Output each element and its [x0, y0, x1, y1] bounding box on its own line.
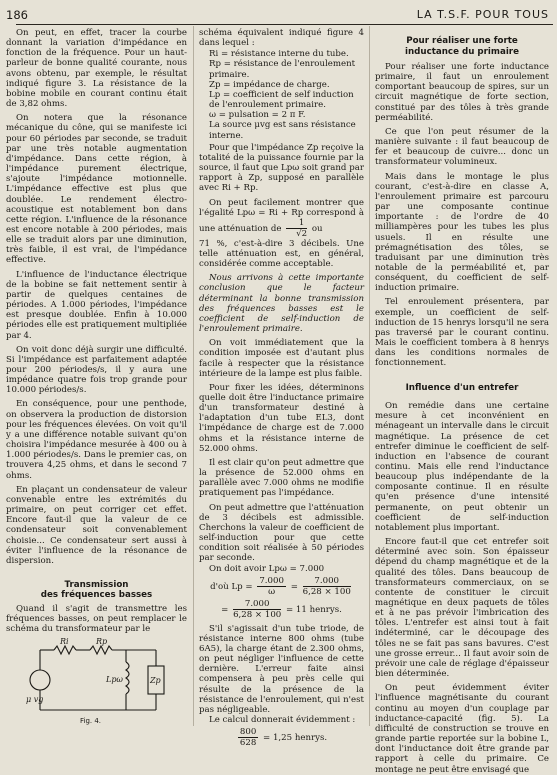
column-divider [369, 26, 370, 726]
formula [199, 727, 364, 748]
paragraph: 71 %, c'est-à-dire 3 décibels. Une telle atténuation est, en général, considérée comme acceptable. [199, 238, 364, 270]
paragraph-text: On peut facilement montrer que l'égalité Lpω = Ri + Rp correspond à une atténuation de [199, 197, 364, 234]
paragraph: Pour fixer les idées, déterminons quelle doit être l'inductance primaire d'un transformateur destiné à l'adaptation d'un tube EL3, dont l'impédance de charge est de 7.000 ohms et la résistance interne de 52.000 ohms. [199, 382, 364, 454]
paragraph: On voit immédiatement que la condition imposée est d'autant plus facile à respecter que la résistance intérieure de la lampe est plus faible. [199, 338, 364, 379]
fraction [257, 576, 286, 597]
voltage-source-symbol [30, 670, 50, 690]
resistor-ri-symbol [54, 646, 76, 654]
page-number: 186 [6, 8, 28, 22]
label-source: μ vg [26, 695, 44, 705]
paragraph: Pour que l'impédance Zp reçoive la totalité de la puissance fournie par la source, il faut que Lpω soit grand par rapport à Zp, supposé en parallèle avec Ri + Rp. [199, 142, 364, 194]
definition-item: La source μvg est sans résistance interne. [209, 120, 356, 141]
fraction-denominator: 6,28 × 100 [233, 609, 282, 620]
fraction-denominator: 6,28 × 100 [302, 586, 351, 597]
paragraph: On peut admettre que l'atténuation de 3 décibels est admissible. Cherchons la valeur de coefficient de self-induction pour que cette condition soit réalisée à 50 périodes par seconde. [199, 502, 364, 564]
column-3 [375, 28, 549, 775]
heading-line: Pour réaliser une forte [406, 36, 518, 46]
paragraph: Encore faut-il que cet entrefer soit déterminé avec soin. Son épaisseur dépend du champ magnétique et de la qualité des tôles. Dans beaucoup de transformateurs commerciaux, on se contente de constituer le circuit magnétique en deux paquets de tôles et à ne pas prévoir l'imbrication des tôles. L'entrefer est ainsi tout à fait indéterminé, car le découpage des tôles ne se fait pas sans bavures. C'est une grosse erreur... Il faut avoir soin de prévoir une cale de réglage d'épaisseur bien déterminée. [375, 537, 549, 680]
fraction [233, 599, 281, 620]
fraction-numerator: 800 [239, 727, 257, 738]
page-header [4, 6, 553, 24]
definition-item: Rp = résistance de l'enroulement primaire. [209, 59, 356, 80]
fraction-numerator: 7.000 [259, 575, 284, 586]
running-title: LA T.S.F. POUR TOUS [416, 8, 549, 21]
fraction [286, 218, 307, 239]
resistor-rp-symbol [90, 646, 112, 654]
paragraph: schéma équivalent indiqué figure 4 dans lequel : [199, 28, 364, 49]
paragraph [199, 198, 364, 239]
definition-item: Lp = coefficient de self induction de l'enroulement primaire. [209, 89, 354, 111]
inductor-symbol [126, 662, 129, 694]
column-2 [199, 28, 364, 749]
header-rule [16, 24, 553, 25]
figure-caption: Fig. 4. [80, 717, 102, 726]
paragraph: En conséquence, pour une penthode, on observera la production de distorsion pour les fréquences élevées. On voit qu'il y a une différence notable suivant qu'on choisira l'impédance mesurée à 400 ou à 1.000 périodes/s. Dans le premier cas, on trouvera 4,25 ohms, et dans le second 7 ohms. [6, 399, 188, 481]
definition-item: Zp = impédance de charge. [209, 79, 330, 90]
fraction-numerator: 7.000 [303, 576, 351, 587]
formula-text: d'où Lp = [210, 581, 253, 592]
fraction-denominator: √2 [296, 228, 308, 239]
paragraph: Il est clair qu'on peut admettre que la présence de 52.000 ohms en parallèle avec 7.000 ohms ne modifie pratiquement pas l'impédance. [199, 457, 364, 499]
paragraph: On voit donc déjà surgir une difficulté. Si l'impédance est parfaitement adaptée pour 200 périodes/s, il y aura une impédance quatre fois trop grande pour 10.000 périodes/s. [6, 344, 187, 396]
paragraph-text: ou [311, 223, 323, 234]
label-rp: Rp [96, 638, 108, 647]
paragraph: On peut, en effet, tracer la courbe donnant la variation d'impédance en fonction de la fréquence. Pour un haut-parleur de bonne qualité courante, nous avons obtenu, par exemple, le résultat indiqué figure 3. La résistance de la bobine mobile en courant continu était de 3,82 ohms. [6, 28, 187, 110]
paragraph: Mais dans le montage le plus courant, c'est-à-dire en classe A, l'enroulement primaire est parcouru par une composante continue importante : de l'ordre de 40 milliampères pour les tubes les plus usuels. Il en résulte une prémagnétisation des tôles, se traduisant par une diminution très notable de la perméabilité et, par conséquent, du coefficient de self-induction primaire. [375, 171, 549, 294]
paragraph: En plaçant un condensateur de valeur convenable entre les extrémités du primaire, on peut corriger cet effet. Encore faut-il que la valeur de ce condensateur soit convenablement choisie... Ce condensateur sert aussi à éviter l'influence de la résonance de dispersion. [6, 484, 187, 566]
fraction-denominator: 628 [239, 738, 257, 749]
paragraph: Pour réaliser une forte inductance primaire, il faut un enroulement comportant beaucoup de spires, sur un circuit magnétique de forte section, constitué par des tôles à très grande perméabilité. [375, 62, 549, 123]
heading-line: Transmission [64, 579, 129, 590]
label-ri: Ri [60, 638, 69, 647]
paragraph: Tel enroulement présentera, par exemple, un coefficient de self-induction de 15 henrys lorsqu'il ne sera pas traversé par le courant continu. Mais le coefficient tombera à 8 henrys dans les conditions normales de fonctionnement. [375, 297, 549, 369]
label-zp: Zp [150, 676, 161, 686]
paragraph: On doit avoir Lpω = 7.000 [209, 563, 325, 574]
fraction-numerator: 7.000 [233, 599, 281, 610]
equivalent-circuit-diagram [26, 638, 176, 718]
fraction-numerator: 1 [286, 218, 307, 229]
formula-text: = [290, 581, 298, 592]
paragraph: L'influence de l'inductance électrique de la bobine se fait nettement sentir à partir de quelques centaines de périodes. A 1.000 périodes, l'impédance est presque doublée. Enfin à 10.000 périodes elle est pratiquement multipliée par 4. [6, 269, 187, 341]
heading-line: des fréquences basses [40, 590, 153, 601]
formula [199, 576, 364, 597]
fraction-denominator: ω [268, 586, 276, 597]
formula [199, 599, 364, 620]
paragraph: Quand il s'agit de transmettre les fréquences basses, on peut remplacer le schéma du transformateur par le [6, 603, 187, 635]
definition-item: Ri = résistance interne du tube. [209, 49, 349, 60]
definition-list [209, 49, 364, 140]
formula-text: = [221, 604, 229, 615]
paragraph: Nous arrivons à cette importante conclusion que le facteur déterminant la bonne transmission des fréquences basses est le coefficient de self-induction de l'enroulement primaire. [199, 273, 364, 335]
section-heading [6, 580, 187, 601]
fraction [303, 576, 351, 597]
column-1 [6, 28, 187, 728]
label-lp: Lpω [106, 675, 123, 685]
definition-item: ω = pulsation = 2 π F. [209, 110, 306, 121]
paragraph: Ce que l'on peut résumer de la manière suivante : il faut beaucoup de fer et beaucoup de cuivre... donc un transformateur volumineux. [375, 126, 549, 168]
fraction [238, 727, 258, 748]
paragraph: On remédie dans une certaine mesure à cet inconvénient en ménageant un intervalle dans le circuit magnétique. La présence de cet entrefer diminue le coefficient de self-induction en l'absence de courant continu. Mais elle rend l'inductance beaucoup plus indépendante de la composante continue. Il en résulte qu'en présence d'une intensité permanente, on peut obtenir un coefficient de self-induction notablement plus important. [375, 401, 549, 533]
paragraph: On notera que la résonance mécanique du cône, qui se manifeste ici pour 60 périodes par seconde, se traduit par une très notable augmentation d'impédance. Dans cette région, à l'impédance purement électrique, s'ajoute l'impédance motionnelle. L'impédance effective est plus que doublée. Le rendement électro-acoustique est notablement bon dans cette région. L'influence de la résonance est encore notable à 200 périodes, mais elle se traduit alors par une diminution, très faible, il est vrai, de l'impédance effective. [6, 113, 187, 266]
paragraph: Le calcul donnerait évidemment : [209, 715, 356, 726]
section-heading: Influence d'un entrefer [405, 382, 519, 393]
formula-text: = 11 henrys. [286, 604, 342, 615]
paragraph: On peut évidemment éviter l'influence magnétisante du courant continu au moyen d'un couplage par inductance-capacité (fig. 5). La difficulté de construction se trouve en grande partie reportée sur la bobine L, dont l'inductance doit être grande par rapport à celle du primaire. Ce montage ne peut être envisagé que [375, 683, 549, 775]
figure-4 [6, 638, 187, 726]
column-divider [193, 26, 194, 726]
heading-line: inductance du primaire [405, 46, 519, 57]
formula-text: = 1,25 henrys. [263, 733, 328, 744]
paragraph: S'il s'agissait d'un tube triode, de résistance interne 800 ohms (tube 6A5), la charge étant de 2.300 ohms, on peut négliger l'influence de cette dernière. L'erreur faite ainsi compensera à peu près celle qui résulte de la présence de la résistance de l'enroulement, qui n'est pas négligeable. [199, 623, 364, 715]
section-heading [375, 36, 549, 57]
